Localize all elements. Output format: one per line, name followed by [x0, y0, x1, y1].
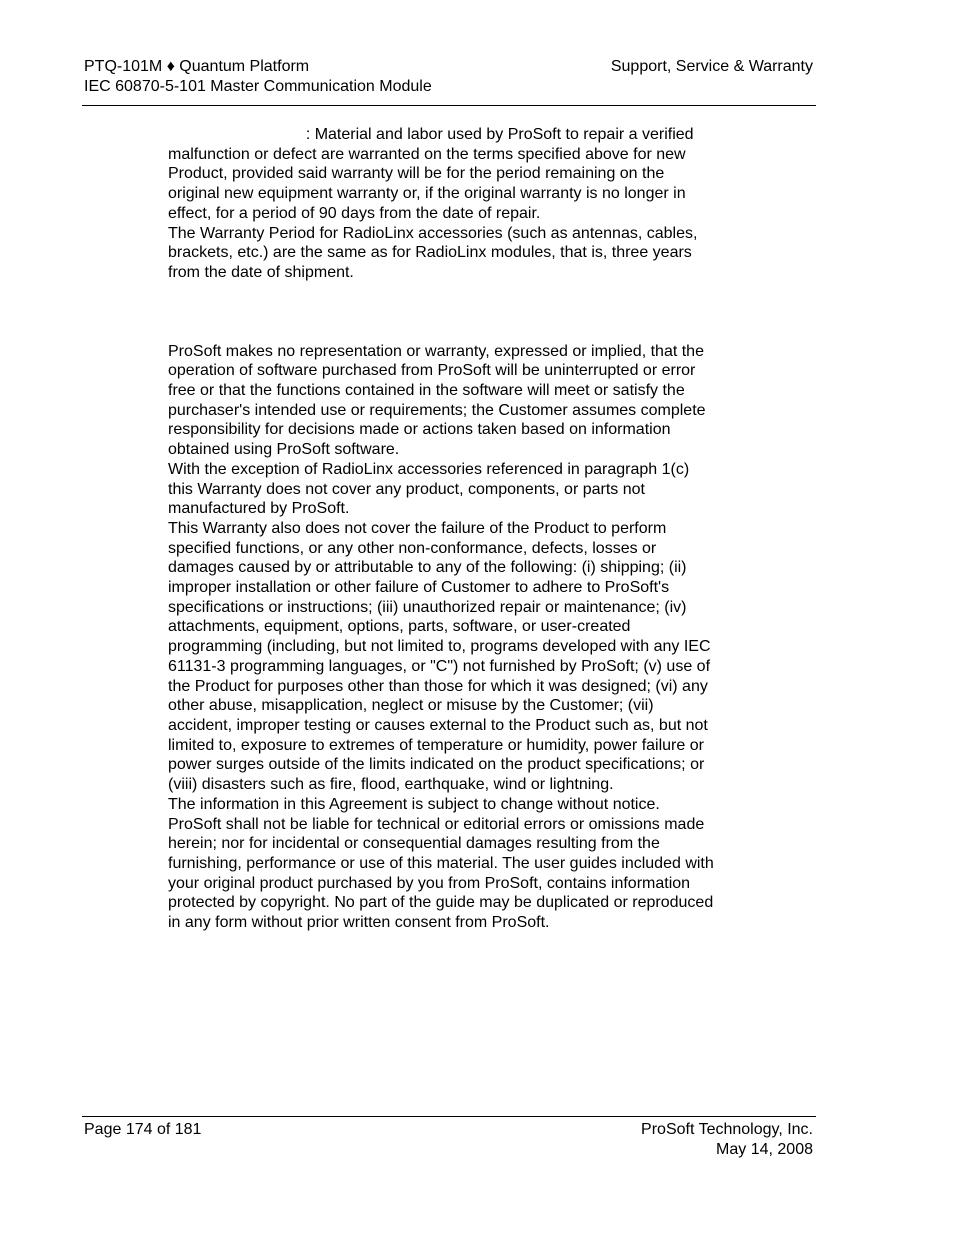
footer-right [641, 1120, 813, 1159]
header-divider [82, 105, 816, 106]
header-module-name: IEC 60870-5-101 Master Communication Module [84, 77, 432, 95]
header-section-title: Support, Service & Warranty [610, 58, 813, 75]
paragraph-failure-exclusions: This Warranty also does not cover the failure of the Product to perform specified functions, or any other non-conformance, defects, losses or damages caused by or attributable to any of the following: (i) shipping; (ii) improper installation or other failure of Customer to adhere to ProSoft's specifications or instructions; (iii) unauthorized repair or maintenance; (iv) attachments, equipment, options, parts, software, or user-created programming (including, but not limited to, programs developed with any IEC 61131-3 programming languages, or "C") not furnished by ProSoft; (v) use of the Product for purposes other than those for which it was designed; (vi) any other abuse, misapplication, neglect or misuse by the Customer; (vii) accident, improper testing or causes external to the Product such as, but not limited to, exposure to extremes of temperature or humidity, power failure or power surges outside of the limits indicated on the product specifications; or (viii) disasters such as fire, flood, earthquake, wind or lightning. [168, 519, 711, 794]
document-body [168, 125, 768, 933]
paragraph-radiolinx-accessories: The Warranty Period for RadioLinx accessories (such as antennas, cables, brackets, etc.) are the same as for RadioLinx modules, that is, three years from the date of shipment. [168, 224, 698, 281]
paragraph-software-disclaimer: ProSoft makes no representation or warranty, expressed or implied, that the operation of software purchased from ProSoft will be uninterrupted or error free or that the functions contained in the software will meet or satisfy the purchaser's intended use or requirements; the Customer assumes complete responsibility for decisions made or actions taken based on information obtained using ProSoft software. [168, 342, 706, 459]
footer-company: ProSoft Technology, Inc. [641, 1121, 813, 1138]
header-product-line: PTQ-101M ♦ Quantum Platform [84, 58, 310, 75]
paragraph-agreement-notice: The information in this Agreement is subject to change without notice. ProSoft shall not be liable for technical or editorial errors or omissions made herein; nor for incidental or consequential damages resulting from the furnishing, performance or use of this material. The user guides included with your original product purchased by you from ProSoft, contains information protected by copyright. No part of the guide may be duplicated or reproduced in any form without prior written consent from ProSoft. [168, 795, 714, 932]
header-left [84, 57, 432, 96]
paragraph-repair-warranty: : Material and labor used by ProSoft to repair a verified malfunction or defect are warranted on the terms specified above for new Product, provided said warranty will be for the period remaining on the original new equipment warranty or, if the original warranty is no longer in effect, for a period of 90 days from the date of repair. [168, 126, 694, 222]
footer-page-number: Page 174 of 181 [84, 1121, 202, 1138]
footer-date: May 14, 2008 [716, 1140, 813, 1158]
footer-divider [82, 1116, 816, 1117]
paragraph-third-party-exclusion: With the exception of RadioLinx accessories referenced in paragraph 1(c) this Warranty does not cover any product, components, or parts not manufactured by ProSoft. [168, 460, 690, 518]
